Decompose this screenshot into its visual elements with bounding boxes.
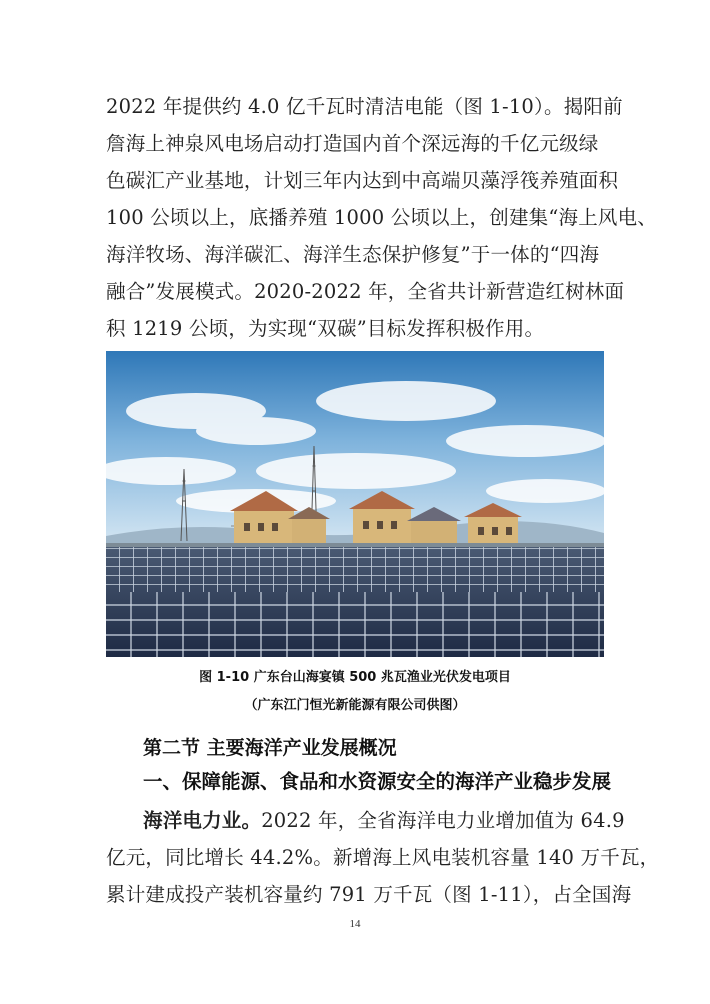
figure-caption: 图 1-10 广东台山海宴镇 500 兆瓦渔业光伏发电项目 <box>199 670 511 685</box>
figure-credit: （广东江门恒光新能源有限公司供图） <box>244 698 466 713</box>
subsection-title: 一、保障能源、食品和水资源安全的海洋产业稳步发展 <box>143 770 612 793</box>
text-line: 100 公顷以上，底播养殖 1000 公顷以上，创建集“海上风电、 <box>106 206 658 229</box>
text-line <box>106 802 625 839</box>
text-line: 积 1219 公顷，为实现“双碳”目标发挥积极作用。 <box>106 317 545 340</box>
text-line: 海洋牧场、海洋碳汇、海洋生态保护修复”于一体的“四海 <box>106 243 600 266</box>
text-line: 2022 年提供约 4.0 亿千瓦时清洁电能（图 1-10）。揭阳前 <box>106 95 623 118</box>
text-line: 詹海上神泉风电场启动打造国内首个深远海的千亿元级绿 <box>106 132 599 155</box>
section-title: 第二节 主要海洋产业发展概况 <box>143 737 397 759</box>
text-line: 累计建成投产装机容量约 791 万千瓦（图 1-11），占全国海 <box>106 883 632 906</box>
page-number: 14 <box>349 918 361 930</box>
text-line: 色碳汇产业基地，计划三年内达到中高端贝藻浮筏养殖面积 <box>106 169 619 192</box>
top-paragraph <box>106 88 658 347</box>
lead-line-rest: 2022 年，全省海洋电力业增加值为 64.9 <box>261 809 625 832</box>
lead-bold-text: 海洋电力业。 <box>143 809 262 832</box>
text-line: 融合”发展模式。2020-2022 年，全省共计新营造红树林面 <box>106 280 625 303</box>
solar-farm-photo <box>106 351 604 657</box>
body-paragraph <box>106 802 660 913</box>
text-line: 亿元，同比增长 44.2%。新增海上风电装机容量 140 万千瓦， <box>106 846 660 869</box>
